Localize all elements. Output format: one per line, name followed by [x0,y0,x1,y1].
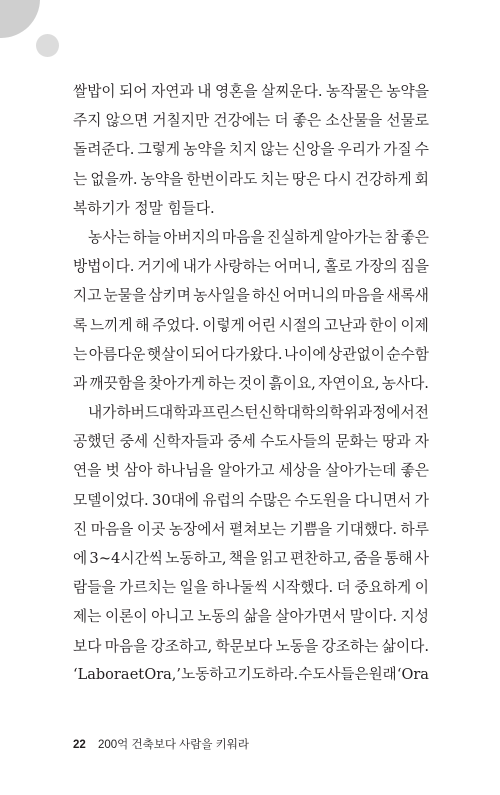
word: 더 [274,112,289,130]
word: 새록새 [386,287,429,305]
word: 수도사들은 [298,666,369,683]
word: 하버드대학과 [116,404,202,422]
word: 전 [414,404,429,422]
word: 쌀밥이 [73,83,116,100]
word: 살아가는데 [325,462,397,480]
text-line [73,369,429,398]
word: 자연이요, [318,374,380,392]
word: 신앙을 [291,141,335,159]
word: 과 [73,374,88,392]
word: 거칠지만 [152,112,210,130]
word: 시작했다. [271,579,334,597]
word: 주었다. [152,316,200,334]
word: 살아가면서 [275,608,347,626]
word: ‘Labora [73,666,130,683]
word: 다니면서 [354,491,412,509]
word: 치는 [260,170,289,188]
text-line [73,311,429,340]
word: 어린 [247,316,276,334]
word: 상관없이 [328,345,385,363]
word: 연을 [73,462,102,480]
word: 3~4시간씩 [89,550,163,567]
decorative-small-circle [36,34,59,57]
word: 영혼을 [214,83,258,100]
word: 방법이다. [73,258,135,276]
word: 는 [73,170,88,188]
word: ‘Ora [396,666,429,683]
word: 가르치는 [119,579,176,597]
word: 학문보다 [215,637,273,655]
word: 책을 [228,550,258,567]
word: 마음을 [341,287,385,305]
word: 해 [135,316,150,334]
word: 흙이요, [268,374,316,392]
word: 않으면 [105,112,149,130]
word: 기대했다. [335,520,397,538]
word: 한번이라도 [186,170,258,188]
word: 프린스턴신학대학의 [201,404,330,422]
word: 수 [414,141,429,159]
word: 자연과 [151,83,194,100]
word: 수도사들의 [260,433,332,451]
text-line [73,515,429,544]
word: 거기에 [137,258,180,276]
word: 신학자들과 [152,433,224,451]
word: 나이에 [284,345,327,363]
text-line [73,281,429,310]
text-line [73,486,429,515]
word: 모델이었다. [73,491,149,509]
word: 농사다. [381,374,429,392]
word: 다시 [323,170,352,188]
word: 줌을 [353,550,382,567]
word: 진실하게 [266,228,324,246]
word: 알아가는 [325,228,383,246]
word: 이렇게 [202,316,245,334]
word: 아름다운 [88,345,146,363]
word: 지고 [73,287,102,305]
word: 찾아가게 [148,374,206,392]
word: 가 [414,491,429,509]
word: 것이 [238,374,267,392]
word: 노동의 [197,608,240,626]
word: 벗 [105,462,120,480]
word: 수많은 [248,491,292,509]
word: 가질 [383,141,412,159]
word: 알아가고 [217,462,275,480]
word: 통해 [384,550,413,567]
word: 하늘 [132,228,162,246]
word: 홀로 [323,258,353,276]
word: 이곳 [136,520,166,538]
text-line: 복하기가 정말 힘들다. [73,199,215,217]
word: 하는 [207,374,236,392]
word: 농작물은 [326,83,383,100]
word: 마음을 [104,637,148,655]
text-line [73,135,429,164]
word: 록 [73,316,88,334]
page-footer [73,736,249,752]
word: 삼키며 [148,287,191,305]
word: 삶이다. [381,637,429,655]
word: 원래 [368,666,397,683]
word: 편찬하고, [289,550,352,567]
word: 강조하고, [150,637,213,655]
body-text [73,77,429,690]
word: 땅과 [382,433,411,451]
word: 농장에서 [168,520,226,538]
word: 돌려준다. [73,141,135,159]
word: 농사일을 [193,287,250,305]
page-number: 22 [73,739,86,751]
text-line [73,661,429,690]
word: 수도원을 [294,491,352,509]
word: 농약을 [386,83,429,100]
word: 아버지의 [163,228,220,246]
word: 가장의 [355,258,398,276]
word: 우리가 [337,141,381,159]
word: 좋은 [400,462,429,480]
word: 이 [414,579,429,597]
word: 땅은 [291,170,321,188]
word: 내가 [88,404,117,422]
text-line [73,632,429,661]
word: 중세 [119,433,149,451]
decorative-large-circle [0,0,40,38]
word: 짐을 [400,258,429,276]
word: 어머니의 [282,287,340,305]
word: 읽고 [259,550,288,567]
text-line [73,77,429,106]
word: 더 [336,579,351,597]
word: 좋은 [400,228,429,246]
word: 마음을 [221,228,265,246]
word: 는 [73,345,88,363]
word: 지성 [400,608,429,626]
word: 주지 [73,112,102,130]
word: 말이다. [349,608,397,626]
word: 마음을 [90,520,134,538]
text-line [73,427,429,456]
word: 치지 [228,141,258,159]
word: 펼쳐보는 [229,520,286,538]
word: 순수함 [386,345,429,363]
text-line [73,340,429,369]
word: 기도하라. [237,666,299,683]
word: 햇살이 [147,345,190,363]
word: 참 [384,228,399,246]
word: 건강하게 [354,170,412,188]
word: Ora,’ [144,666,182,683]
text-line [73,573,429,602]
word: 제는 [73,608,102,626]
word: 이제 [400,316,429,334]
word: 중요하게 [354,579,412,597]
word: 노동을 [275,637,319,655]
word: 이론이 [104,608,148,626]
word: 소산물을 [325,112,383,130]
word: 살찌운다. [261,83,323,100]
word: 사 [414,550,429,567]
word: 고난과 [324,316,367,334]
word: 눈물을 [103,287,147,305]
word: 되어 [119,83,148,100]
word: 내 [197,83,212,100]
word: 깨끗함을 [89,374,147,392]
text-line [73,165,429,194]
word: 학위과정에서 [329,404,415,422]
word: 노동하고, [165,550,227,567]
word: 강조하는 [321,637,379,655]
word: 한이 [369,316,398,334]
word: 삶을 [243,608,272,626]
text-line [73,456,429,485]
word: 중세 [227,433,256,451]
word: 선물로 [386,112,429,130]
word: 되어 [191,345,220,363]
word: 느끼게 [89,316,133,334]
word: 자 [414,433,429,451]
word: 건강에는 [213,112,271,130]
text-line [73,223,429,252]
word: 일을 [179,579,208,597]
word: 에 [73,550,88,567]
word: 공했던 [73,433,116,451]
word: 기쁨을 [289,520,333,538]
word: 진 [73,520,88,538]
word: 그렇게 [137,141,181,159]
word: 없을까. [90,170,138,188]
word: 시절의 [278,316,322,334]
word: 람들을 [73,579,116,597]
word: 아니고 [151,608,194,626]
word: 삼아 [124,462,153,480]
word: 않는 [260,141,289,159]
word: 유럽의 [202,491,246,509]
word: 농약을 [140,170,184,188]
text-line [73,602,429,631]
word: 회 [414,170,429,188]
word: 농약을 [183,141,226,159]
word: 하나님을 [156,462,214,480]
word: 어머니, [273,258,321,276]
word: 내가 [182,258,212,276]
word: 농사는 [88,228,131,246]
word: 문화는 [335,433,378,451]
word: 다가왔다. [221,345,283,363]
text-line [73,544,429,573]
word: 하나둘씩 [211,579,269,597]
word: 30대에 [152,491,200,509]
word: 노동하고 [181,666,238,683]
word: 세상을 [278,462,322,480]
word: et [129,666,145,683]
word: 사랑하는 [214,258,271,276]
text-line [73,106,429,135]
text-line [73,398,429,427]
word: 보다 [73,637,102,655]
text-line [73,252,429,281]
word: 하루 [400,520,429,538]
word: 하신 [252,287,281,305]
book-title: 200억 건축보다 사람을 키워라 [98,739,249,751]
word: 좋은 [292,112,322,130]
